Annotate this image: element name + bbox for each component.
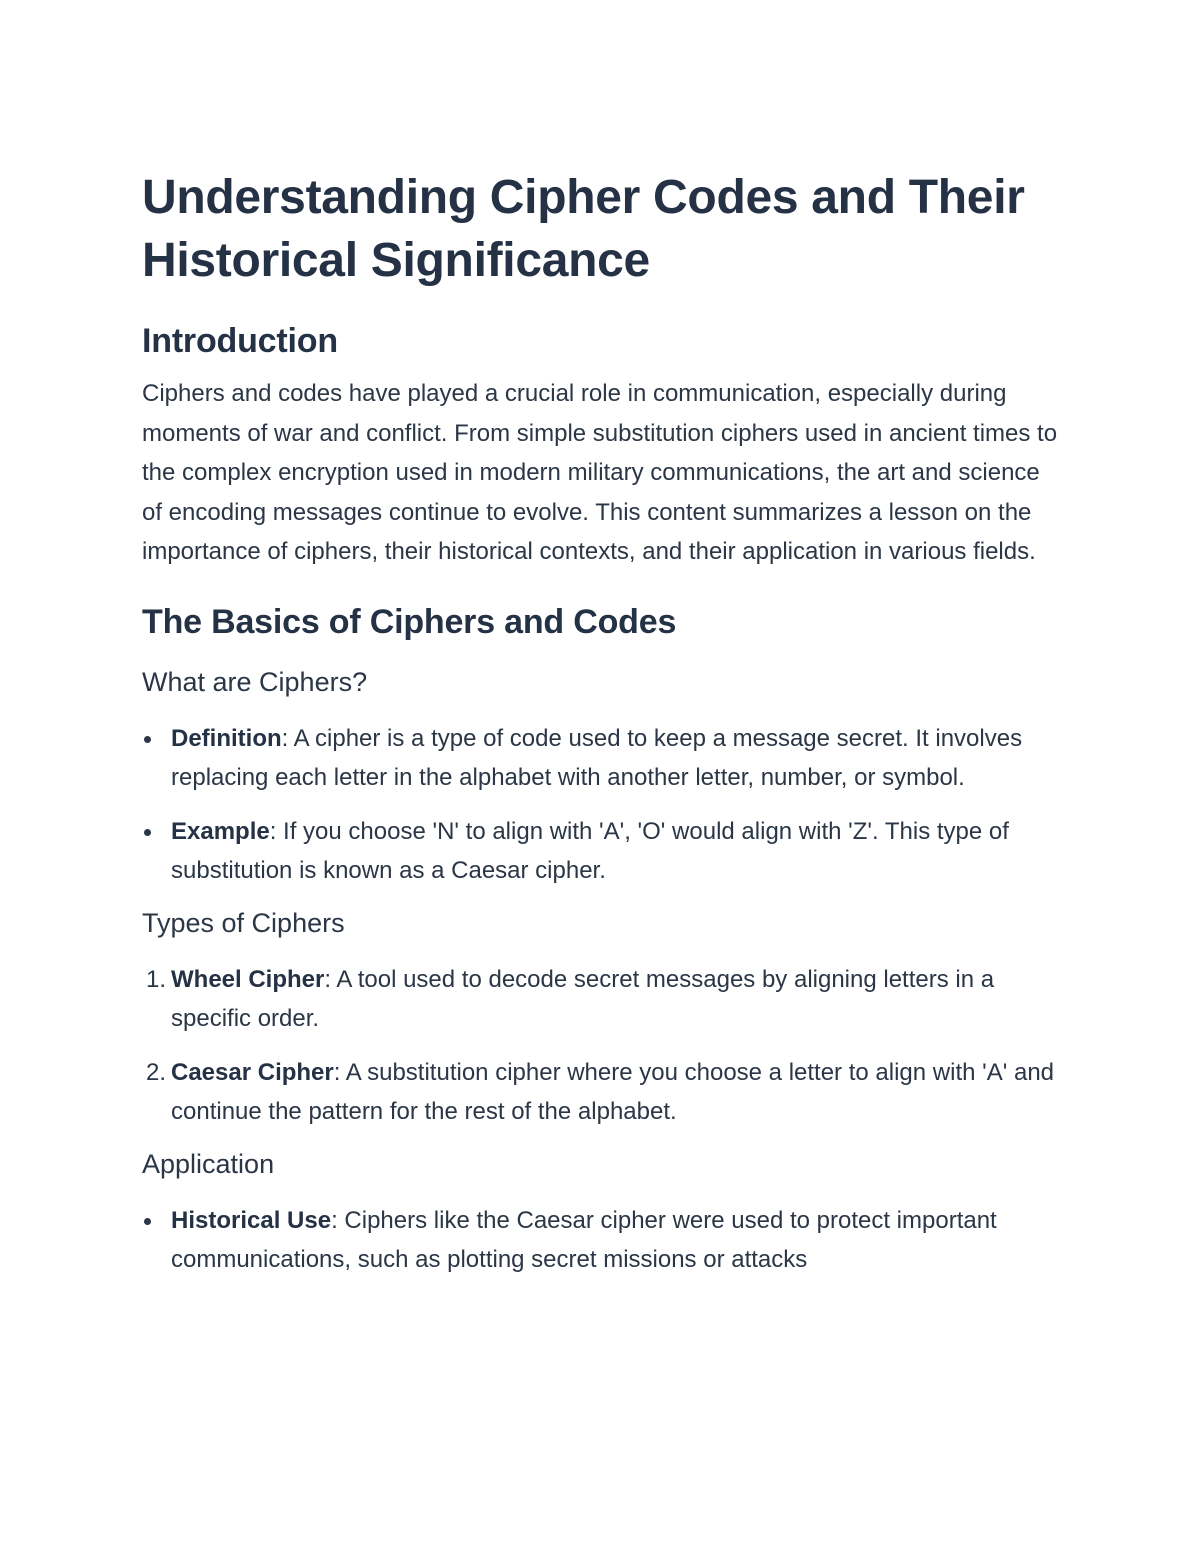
- list-item-term: Historical Use: [171, 1206, 332, 1234]
- list-item-term: Definition: [171, 724, 282, 752]
- list-number: 1.: [146, 965, 167, 993]
- basics-heading: The Basics of Ciphers and Codes: [142, 602, 677, 641]
- list-item-text: : Ciphers like the Caesar cipher were used to protect important communications, such as plotting secret missions or attacks: [171, 1206, 997, 1273]
- list-item-term: Example: [171, 817, 270, 845]
- bullet-icon: [144, 829, 151, 836]
- what-are-ciphers-list: [142, 719, 1062, 891]
- application-heading: Application: [142, 1148, 275, 1179]
- types-of-ciphers-heading: Types of Ciphers: [142, 907, 345, 938]
- list-item-text: : A substitution cipher where you choose a letter to align with 'A' and continue the pattern for the rest of the alphabet.: [171, 1058, 1055, 1125]
- introduction-heading: Introduction: [142, 322, 338, 360]
- what-are-ciphers-heading: What are Ciphers?: [142, 666, 368, 697]
- list-item-text: : A tool used to decode secret messages by aligning letters in a specific order.: [171, 965, 995, 1032]
- list-item: [142, 719, 1062, 798]
- document-title: Understanding Cipher Codes and Their Historical Significance: [142, 171, 1025, 287]
- list-item: [142, 812, 1062, 891]
- list-item-term: Wheel Cipher: [171, 965, 325, 993]
- introduction-paragraph: Ciphers and codes have played a crucial role in communication, especially during moments of war and conflict. From simple substitution ciphers used in ancient times to the complex encryption used in modern military communications, the art and science of encoding messages continue to evolve. This content summarizes a lesson on the importance of ciphers, their historical contexts, and their application in various fields.: [142, 380, 1058, 565]
- list-item-term: Caesar Cipher: [171, 1058, 334, 1086]
- application-list: [142, 1201, 1062, 1280]
- list-item-text: : A cipher is a type of code used to keep a message secret. It involves replacing each letter in the alphabet with another letter, number, or symbol.: [171, 724, 1023, 791]
- types-of-ciphers-list: [142, 960, 1062, 1132]
- list-number: 2.: [146, 1058, 167, 1086]
- list-item: [142, 1053, 1062, 1132]
- document-page: [142, 166, 1062, 1280]
- list-item: [142, 1201, 1062, 1280]
- bullet-icon: [144, 736, 151, 743]
- list-item-text: : If you choose 'N' to align with 'A', 'O' would align with 'Z'. This type of substitution is known as a Caesar cipher.: [171, 817, 1009, 884]
- bullet-icon: [144, 1218, 151, 1225]
- list-item: [142, 960, 1062, 1039]
